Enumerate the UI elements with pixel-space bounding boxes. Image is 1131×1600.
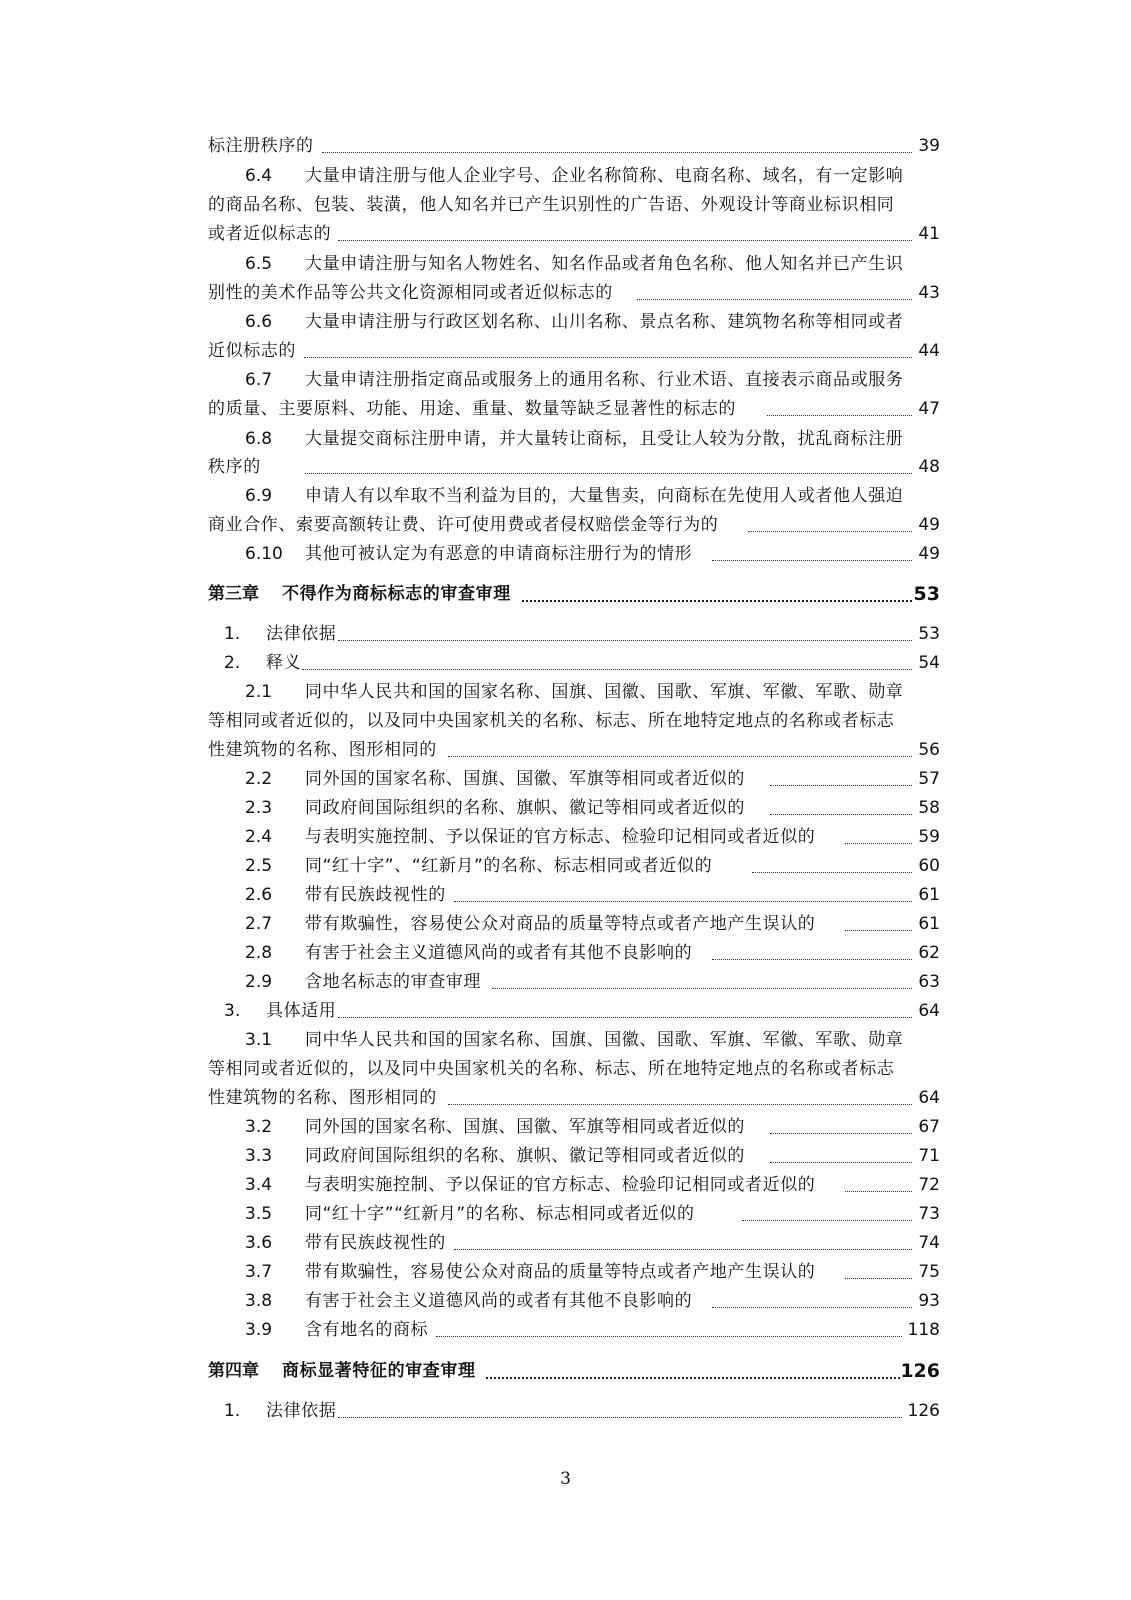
- toc-text: 秩序的: [208, 457, 261, 477]
- toc-entry-number: 6.4: [245, 166, 273, 186]
- toc-text: 带有民族歧视性的: [305, 885, 446, 905]
- toc-text: 大量申请注册与知名人物姓名、知名作品或者角色名称、他人知名并已产生识: [305, 254, 904, 274]
- dot-leader: [305, 453, 912, 474]
- toc-chapter-3[interactable]: [0, 580, 1131, 609]
- toc-line: [0, 220, 1131, 249]
- toc-page-number: 118: [907, 1320, 940, 1340]
- toc-text: 同中华人民共和国的国家名称、国旗、国徽、国歌、军旗、军徽、军歌、勋章: [305, 1030, 904, 1050]
- chapter-title: 不得作为商标标志的审查审理: [282, 584, 511, 604]
- toc-page-number: 67: [918, 1117, 940, 1137]
- toc-page-number: 54: [918, 653, 940, 673]
- toc-entry-2-3[interactable]: [0, 794, 1131, 823]
- toc-text: 标注册秩序的: [208, 136, 314, 156]
- toc-text: 申请人有以牟取不当利益为目的，大量售卖，向商标在先使用人或者他人强迫: [305, 486, 904, 506]
- toc-line: [0, 337, 1131, 366]
- toc-page-number: 49: [918, 515, 940, 535]
- toc-entry-number: 3.8: [245, 1291, 273, 1311]
- toc-page-number: 58: [918, 798, 940, 818]
- toc-entry-number: 2.6: [245, 885, 273, 905]
- toc-entry-number: 6.5: [245, 254, 273, 274]
- toc-line: [0, 279, 1131, 308]
- page-footer-number: 3: [560, 1469, 571, 1489]
- toc-page-number: 126: [900, 1360, 940, 1382]
- toc-section-1[interactable]: [0, 620, 1131, 649]
- toc-page-number: 53: [913, 583, 940, 605]
- toc-entry-2-6[interactable]: [0, 881, 1131, 910]
- toc-entry-2-9[interactable]: [0, 968, 1131, 997]
- toc-entry-2-1[interactable]: [0, 678, 1131, 707]
- toc-page-number: 47: [918, 399, 940, 419]
- toc-entry-number: 2.5: [245, 856, 273, 876]
- toc-line: [0, 736, 1131, 765]
- toc-page-number: 74: [918, 1233, 940, 1253]
- toc-text: 含有地名的商标: [305, 1320, 429, 1340]
- toc-entry-3-7[interactable]: [0, 1258, 1131, 1287]
- toc-entry-number: 3.2: [245, 1117, 273, 1137]
- toc-text: 带有民族歧视性的: [305, 1233, 446, 1253]
- toc-page-number: 61: [918, 885, 940, 905]
- toc-text: 的质量、主要原料、功能、用途、重量、数量等缺乏显著性的标志的: [208, 399, 736, 419]
- toc-page-number: 43: [918, 283, 940, 303]
- toc-page-number: 61: [918, 914, 940, 934]
- toc-page-number: 75: [918, 1262, 940, 1282]
- toc-entry-number: 6.6: [245, 312, 273, 332]
- toc-entry-3-8[interactable]: [0, 1287, 1131, 1316]
- dot-leader: [338, 997, 912, 1018]
- toc-entry-3-3[interactable]: [0, 1142, 1131, 1171]
- toc-entry-2-2[interactable]: [0, 765, 1131, 794]
- toc-entry-number: 1.: [224, 624, 241, 644]
- toc-page-number: 57: [918, 769, 940, 789]
- toc-line: [0, 707, 1131, 736]
- toc-entry-number: 2.: [224, 653, 241, 673]
- dot-leader: [448, 1084, 912, 1105]
- toc-line: [0, 395, 1131, 424]
- toc-entry-number: 3.6: [245, 1233, 273, 1253]
- toc-text: 法律依据: [266, 624, 337, 644]
- toc-line: [0, 1084, 1131, 1113]
- toc-entry-6-4[interactable]: [0, 162, 1131, 191]
- toc-chapter-4[interactable]: [0, 1357, 1131, 1386]
- toc-text: 有害于社会主义道德风尚的或者有其他不良影响的: [305, 943, 693, 963]
- toc-entry-number: 3.: [224, 1001, 241, 1021]
- toc-entry-3-5[interactable]: [0, 1200, 1131, 1229]
- toc-line: [0, 132, 1131, 161]
- toc-text: 同政府间国际组织的名称、旗帜、徽记等相同或者近似的: [305, 798, 745, 818]
- toc-entry-number: 3.1: [245, 1030, 273, 1050]
- toc-page-number: 49: [918, 544, 940, 564]
- dot-leader: [454, 1229, 912, 1250]
- toc-entry-number: 6.8: [245, 429, 273, 449]
- chapter-title: 商标显著特征的审查审理: [282, 1361, 476, 1381]
- toc-entry-number: 3.9: [245, 1320, 273, 1340]
- toc-text: 大量申请注册指定商品或服务上的通用名称、行业术语、直接表示商品或服务: [305, 370, 904, 390]
- toc-entry-number: 6.7: [245, 370, 273, 390]
- toc-text: 具体适用: [266, 1001, 337, 1021]
- toc-entry-6-9[interactable]: [0, 482, 1131, 511]
- dot-leader: [322, 132, 912, 153]
- toc-text: 带有欺骗性，容易使公众对商品的质量等特点或者产地产生误认的: [305, 914, 816, 934]
- toc-page-number: 44: [918, 341, 940, 361]
- toc-page-number: 62: [918, 943, 940, 963]
- toc-line: [0, 1055, 1131, 1084]
- toc-text: 其他可被认定为有恶意的申请商标注册行为的情形: [305, 544, 693, 564]
- toc-entry-number: 3.4: [245, 1175, 273, 1195]
- toc-page-number: 41: [918, 224, 940, 244]
- toc-section-4-1[interactable]: [0, 1397, 1131, 1426]
- dot-leader: [338, 1397, 902, 1418]
- toc-line: [0, 191, 1131, 220]
- toc-entry-3-4[interactable]: [0, 1171, 1131, 1200]
- toc-text: 性建筑物的名称、图形相同的: [208, 1088, 437, 1108]
- toc-page-number: 60: [918, 856, 940, 876]
- dot-leader: [436, 1316, 902, 1337]
- toc-text: 商业合作、索要高额转让费、许可使用费或者侵权赔偿金等行为的: [208, 515, 719, 535]
- toc-entry-number: 2.1: [245, 682, 273, 702]
- toc-section-2[interactable]: [0, 649, 1131, 678]
- toc-text: 含地名标志的审查审理: [305, 972, 481, 992]
- toc-text: 性建筑物的名称、图形相同的: [208, 740, 437, 760]
- toc-text: 或者近似标志的: [208, 224, 332, 244]
- toc-entry-6-10[interactable]: [0, 540, 1131, 569]
- toc-text: 带有欺骗性，容易使公众对商品的质量等特点或者产地产生误认的: [305, 1262, 816, 1282]
- toc-page-number: 93: [918, 1291, 940, 1311]
- toc-page-number: 126: [907, 1401, 940, 1421]
- toc-text: 与表明实施控制、予以保证的官方标志、检验印记相同或者近似的: [305, 827, 816, 847]
- toc-entry-number: 2.9: [245, 972, 273, 992]
- toc-entry-6-8[interactable]: [0, 425, 1131, 454]
- toc-entry-2-8[interactable]: [0, 939, 1131, 968]
- dot-leader: [304, 337, 912, 358]
- toc-entry-6-5[interactable]: [0, 250, 1131, 279]
- toc-line: [0, 511, 1131, 540]
- toc-entry-number: 2.4: [245, 827, 273, 847]
- toc-page-number: 73: [918, 1204, 940, 1224]
- toc-page-number: 53: [918, 624, 940, 644]
- toc-text: 与表明实施控制、予以保证的官方标志、检验印记相同或者近似的: [305, 1175, 816, 1195]
- toc-text: 大量申请注册与他人企业字号、企业名称简称、电商名称、域名，有一定影响: [305, 166, 904, 186]
- toc-entry-number: 2.3: [245, 798, 273, 818]
- toc-page-number: 63: [918, 972, 940, 992]
- toc-text: 同外国的国家名称、国旗、国徽、军旗等相同或者近似的: [305, 769, 745, 789]
- chapter-label: 第四章: [208, 1361, 259, 1381]
- toc-page-number: 56: [918, 740, 940, 760]
- toc-entry-6-7[interactable]: [0, 366, 1131, 395]
- toc-entry-6-6[interactable]: [0, 308, 1131, 337]
- toc-entry-3-1[interactable]: [0, 1026, 1131, 1055]
- toc-entry-number: 6.9: [245, 486, 273, 506]
- toc-entry-number: 6.10: [245, 544, 283, 564]
- dot-leader: [338, 620, 912, 641]
- toc-text: 同“红十字”、“红新月”的名称、标志相同或者近似的: [305, 856, 713, 876]
- toc-page-number: 71: [918, 1146, 940, 1166]
- dot-leader: [486, 1357, 900, 1379]
- toc-entry-3-2[interactable]: [0, 1113, 1131, 1142]
- toc-entry-number: 3.5: [245, 1204, 273, 1224]
- toc-page-number: 64: [918, 1088, 940, 1108]
- toc-page-number: 48: [918, 457, 940, 477]
- toc-text: 等相同或者近似的，以及同中央国家机关的名称、标志、所在地特定地点的名称或者标志: [208, 1059, 895, 1079]
- dot-leader: [302, 649, 912, 670]
- dot-leader: [338, 220, 912, 241]
- toc-text: 有害于社会主义道德风尚的或者有其他不良影响的: [305, 1291, 693, 1311]
- toc-entry-2-4[interactable]: [0, 823, 1131, 852]
- toc-text: 释义: [266, 653, 302, 673]
- dot-leader: [448, 736, 912, 757]
- toc-text: 法律依据: [266, 1401, 337, 1421]
- toc-entry-3-9[interactable]: [0, 1316, 1131, 1345]
- toc-entry-number: 3.3: [245, 1146, 273, 1166]
- toc-section-3[interactable]: [0, 997, 1131, 1026]
- toc-text: 同政府间国际组织的名称、旗帜、徽记等相同或者近似的: [305, 1146, 745, 1166]
- toc-text: 的商品名称、包装、装潢，他人知名并已产生识别性的广告语、外观设计等商业标识相同: [208, 195, 895, 215]
- toc-entry-number: 3.7: [245, 1262, 273, 1282]
- toc-entry-3-6[interactable]: [0, 1229, 1131, 1258]
- dot-leader: [492, 968, 912, 989]
- toc-entry-number: 2.7: [245, 914, 273, 934]
- toc-entry-2-7[interactable]: [0, 910, 1131, 939]
- toc-text: 同中华人民共和国的国家名称、国旗、国徽、国歌、军旗、军徽、军歌、勋章: [305, 682, 904, 702]
- toc-entry-number: 1.: [224, 1401, 241, 1421]
- toc-text: 等相同或者近似的，以及同中央国家机关的名称、标志、所在地特定地点的名称或者标志: [208, 711, 895, 731]
- toc-page-number: 72: [918, 1175, 940, 1195]
- toc-page-number: 39: [918, 136, 940, 156]
- toc-line: [0, 453, 1131, 482]
- toc-text: 同外国的国家名称、国旗、国徽、军旗等相同或者近似的: [305, 1117, 745, 1137]
- toc-text: 近似标志的: [208, 341, 296, 361]
- toc-entry-number: 2.2: [245, 769, 273, 789]
- toc-entry-number: 2.8: [245, 943, 273, 963]
- toc-text: 大量提交商标注册申请，并大量转让商标，且受让人较为分散，扰乱商标注册: [305, 429, 904, 449]
- toc-page-number: 64: [918, 1001, 940, 1021]
- toc-page-number: 59: [918, 827, 940, 847]
- toc-text: 同“红十字”“红新月”的名称、标志相同或者近似的: [305, 1204, 695, 1224]
- dot-leader: [522, 580, 912, 602]
- toc-text: 大量申请注册与行政区划名称、山川名称、景点名称、建筑物名称等相同或者: [305, 312, 904, 332]
- toc-text: 别性的美术作品等公共文化资源相同或者近似标志的: [208, 283, 613, 303]
- chapter-label: 第三章: [208, 584, 259, 604]
- toc-entry-2-5[interactable]: [0, 852, 1131, 881]
- dot-leader: [454, 881, 912, 902]
